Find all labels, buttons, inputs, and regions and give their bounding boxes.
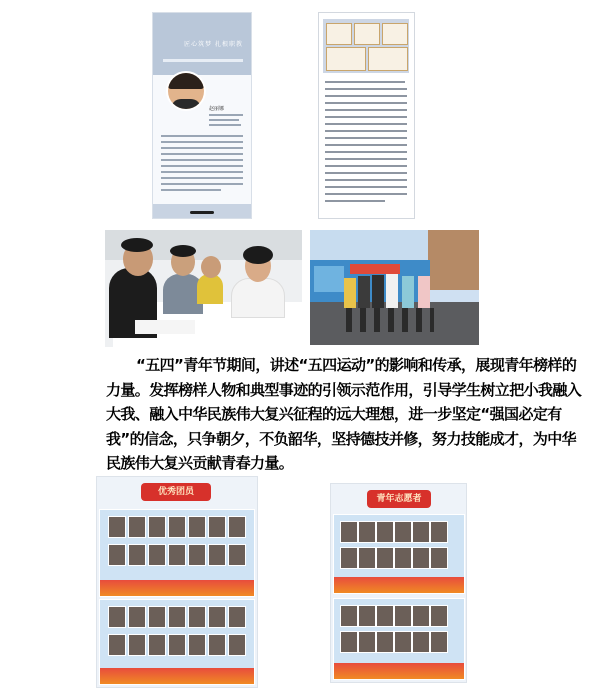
avatar	[166, 71, 206, 111]
photo-board	[333, 514, 465, 594]
photo-board	[99, 599, 255, 685]
phone-title: 匠心筑梦 扎根职教	[184, 41, 243, 48]
phone-subtitle-bar	[163, 59, 243, 62]
certificates-image	[323, 19, 409, 73]
phone-screenshot	[152, 12, 252, 219]
phone-name: 赵丽娜	[209, 106, 225, 112]
photo-board	[333, 598, 465, 680]
poster-title-right: 青年志愿者	[367, 490, 431, 508]
body-paragraph: “五四”青年节期间，讲述“五四运动”的影响和传承，展现青年榜样的力量。发挥榜样人物和典型事迹的引领示范作用，引导学生树立把小我融入大我、融入中华民族伟大复兴征程的远大理想，进一步坚定“强国必定有我”的信念，只争朝夕，不负韶华，坚持德技并修，努力技能成才，为中华民族伟大复兴贡献青春力量。	[106, 356, 582, 472]
home-indicator	[190, 211, 214, 214]
poster-volunteers	[330, 483, 467, 683]
photo-board	[99, 509, 255, 597]
poster-title-left: 优秀团员	[141, 483, 211, 501]
certificate-document	[318, 12, 415, 219]
group-outdoor-photo	[310, 230, 479, 345]
students-writing-photo	[105, 230, 302, 347]
poster-outstanding-members	[96, 476, 258, 688]
